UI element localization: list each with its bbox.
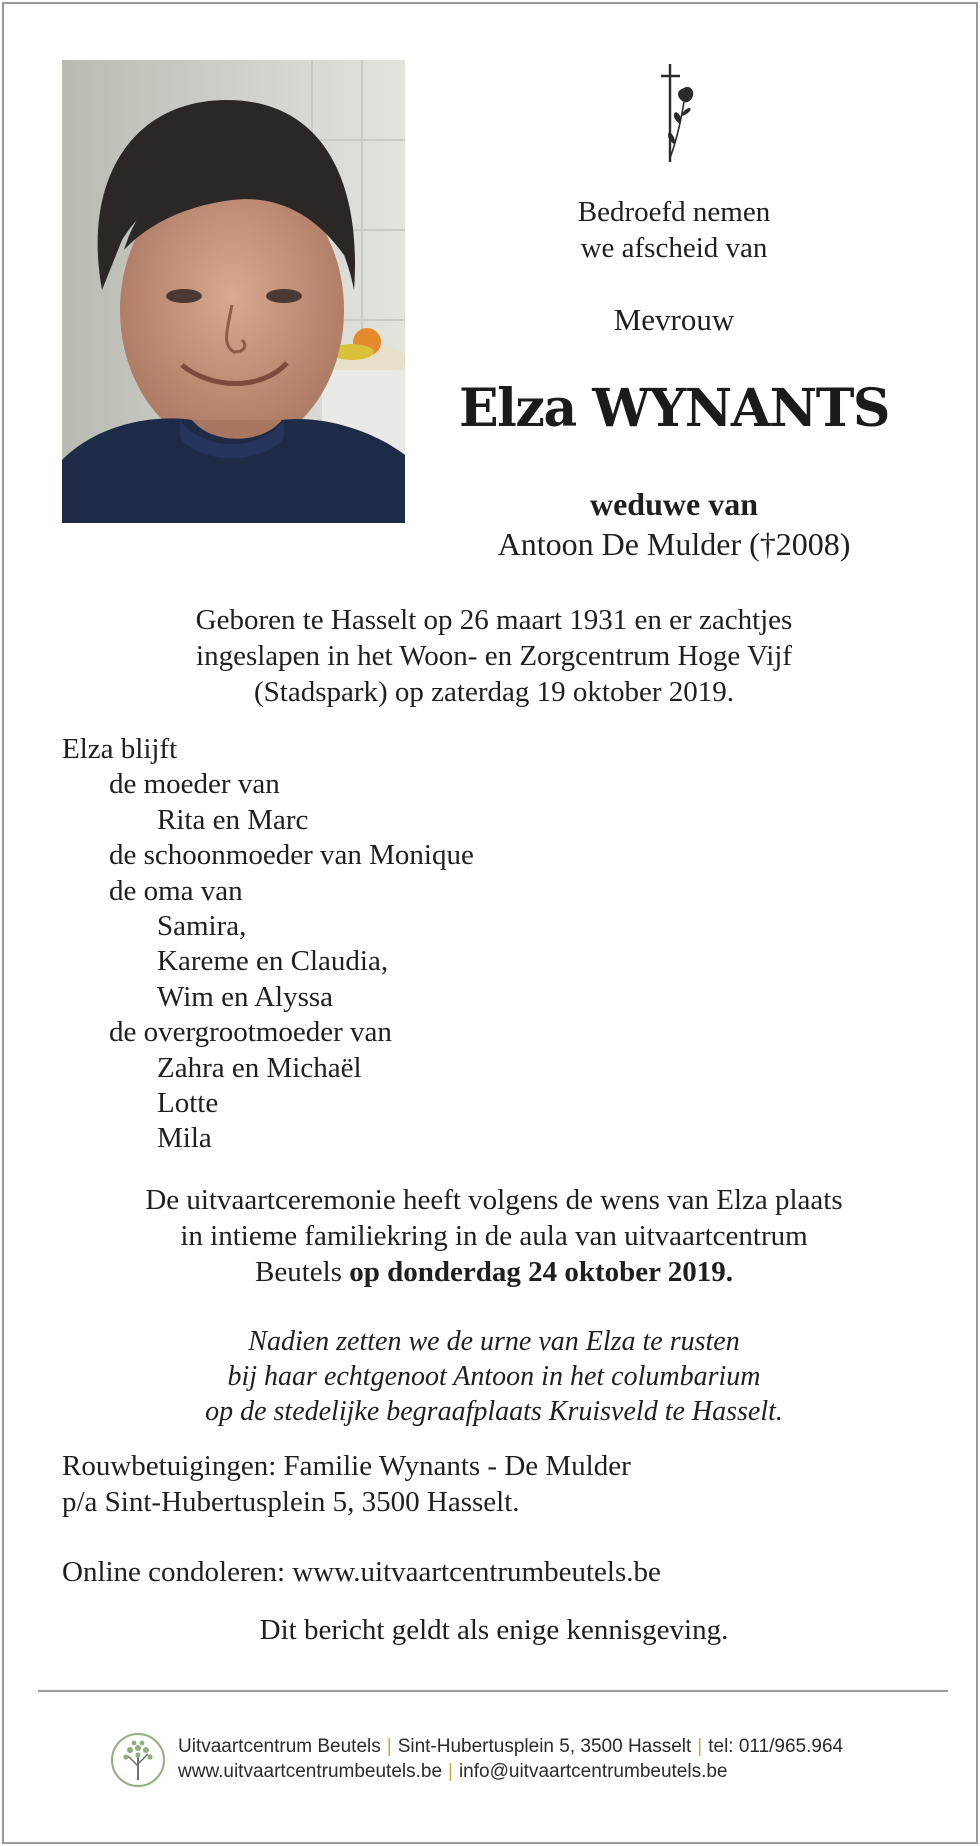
title-prefix: Mevrouw <box>613 302 735 337</box>
footer-name: Uitvaartcentrum Beutels <box>178 1736 381 1757</box>
family-line: de schoonmoeder van Monique <box>109 839 474 872</box>
family-line: de moeder van <box>109 768 280 801</box>
online-condolences: Online condoleren: www.uitvaartcentrumbeutels.be <box>62 1556 661 1588</box>
footer-website: www.uitvaartcentrumbeutels.be <box>178 1761 443 1782</box>
born-line-2: ingeslapen in het Woon- en Zorgcentrum Hoge Vijf <box>196 640 792 672</box>
family-list <box>62 732 922 1157</box>
divider <box>38 1690 948 1692</box>
death-notice-card <box>2 2 978 1844</box>
born-line-1: Geboren te Hasselt op 26 maart 1931 en er zachtjes <box>195 604 793 636</box>
family-line: Zahra en Michaël <box>157 1051 362 1084</box>
condolences-line-2: p/a Sint-Hubertusplein 5, 3500 Hasselt. <box>62 1486 520 1518</box>
spouse-block <box>424 484 924 564</box>
spouse-relation: weduwe van <box>589 486 758 522</box>
family-line: de oma van <box>109 874 243 907</box>
urn-line-3: op de stedelijke begraafplaats Kruisveld te Hasselt. <box>205 1396 783 1427</box>
cross-with-rose-icon <box>654 62 702 164</box>
born-line-3: (Stadspark) op zaterdag 19 oktober 2019. <box>254 676 734 708</box>
family-line: de overgrootmoeder van <box>109 1016 392 1049</box>
tree-logo-icon <box>110 1732 166 1788</box>
family-line: Wim en Alyssa <box>157 980 334 1013</box>
footer-contact <box>178 1734 938 1784</box>
notice-text: Dit bericht geldt als enige kennisgeving. <box>259 1614 729 1646</box>
deceased-name: Elza WYNANTS <box>459 378 889 439</box>
footer-email: info@uitvaartcentrumbeutels.be <box>458 1761 728 1782</box>
footer-phone: tel: 011/965.964 <box>708 1736 844 1757</box>
footer-separator: | <box>386 1736 392 1757</box>
ceremony-text <box>44 1182 944 1290</box>
ceremony-date: op donderdag 24 oktober 2019. <box>349 1256 734 1288</box>
condolences-line-1: Rouwbetuigingen: Familie Wynants - De Mulder <box>62 1450 631 1482</box>
footer-separator: | <box>697 1736 703 1757</box>
footer-address: Sint-Hubertusplein 5, 3500 Hasselt <box>397 1736 692 1757</box>
family-line: Lotte <box>157 1087 219 1120</box>
footer-line-1 <box>178 1734 938 1759</box>
family-line: Samira, <box>157 910 247 943</box>
intro-text <box>474 194 874 266</box>
ceremony-venue: Beutels <box>254 1256 350 1288</box>
portrait-photo <box>62 60 405 523</box>
spouse-name: Antoon De Mulder (†2008) <box>497 526 851 562</box>
family-line: Kareme en Claudia, <box>157 945 389 978</box>
ceremony-line-3 <box>44 1254 944 1290</box>
ceremony-line-2: in intieme familiekring in de aula van uitvaartcentrum <box>180 1220 808 1252</box>
condolences-address <box>62 1448 922 1520</box>
urn-line-2: bij haar echtgenoot Antoon in het columbarium <box>227 1361 761 1392</box>
footer-line-2 <box>178 1759 938 1784</box>
portrait-illustration <box>62 60 405 523</box>
family-line: Rita en Marc <box>157 803 309 836</box>
family-line: Mila <box>157 1122 212 1155</box>
ceremony-line-1: De uitvaartceremonie heeft volgens de wens van Elza plaats <box>145 1184 843 1216</box>
urn-text <box>64 1324 924 1429</box>
footer-separator: | <box>448 1761 453 1782</box>
urn-line-1: Nadien zetten we de urne van Elza te rusten <box>248 1326 740 1357</box>
family-line: Elza blijft <box>62 733 178 765</box>
birth-death-text <box>64 602 924 710</box>
intro-line-2: we afscheid van <box>580 232 768 264</box>
intro-line-1: Bedroefd nemen <box>577 196 771 228</box>
